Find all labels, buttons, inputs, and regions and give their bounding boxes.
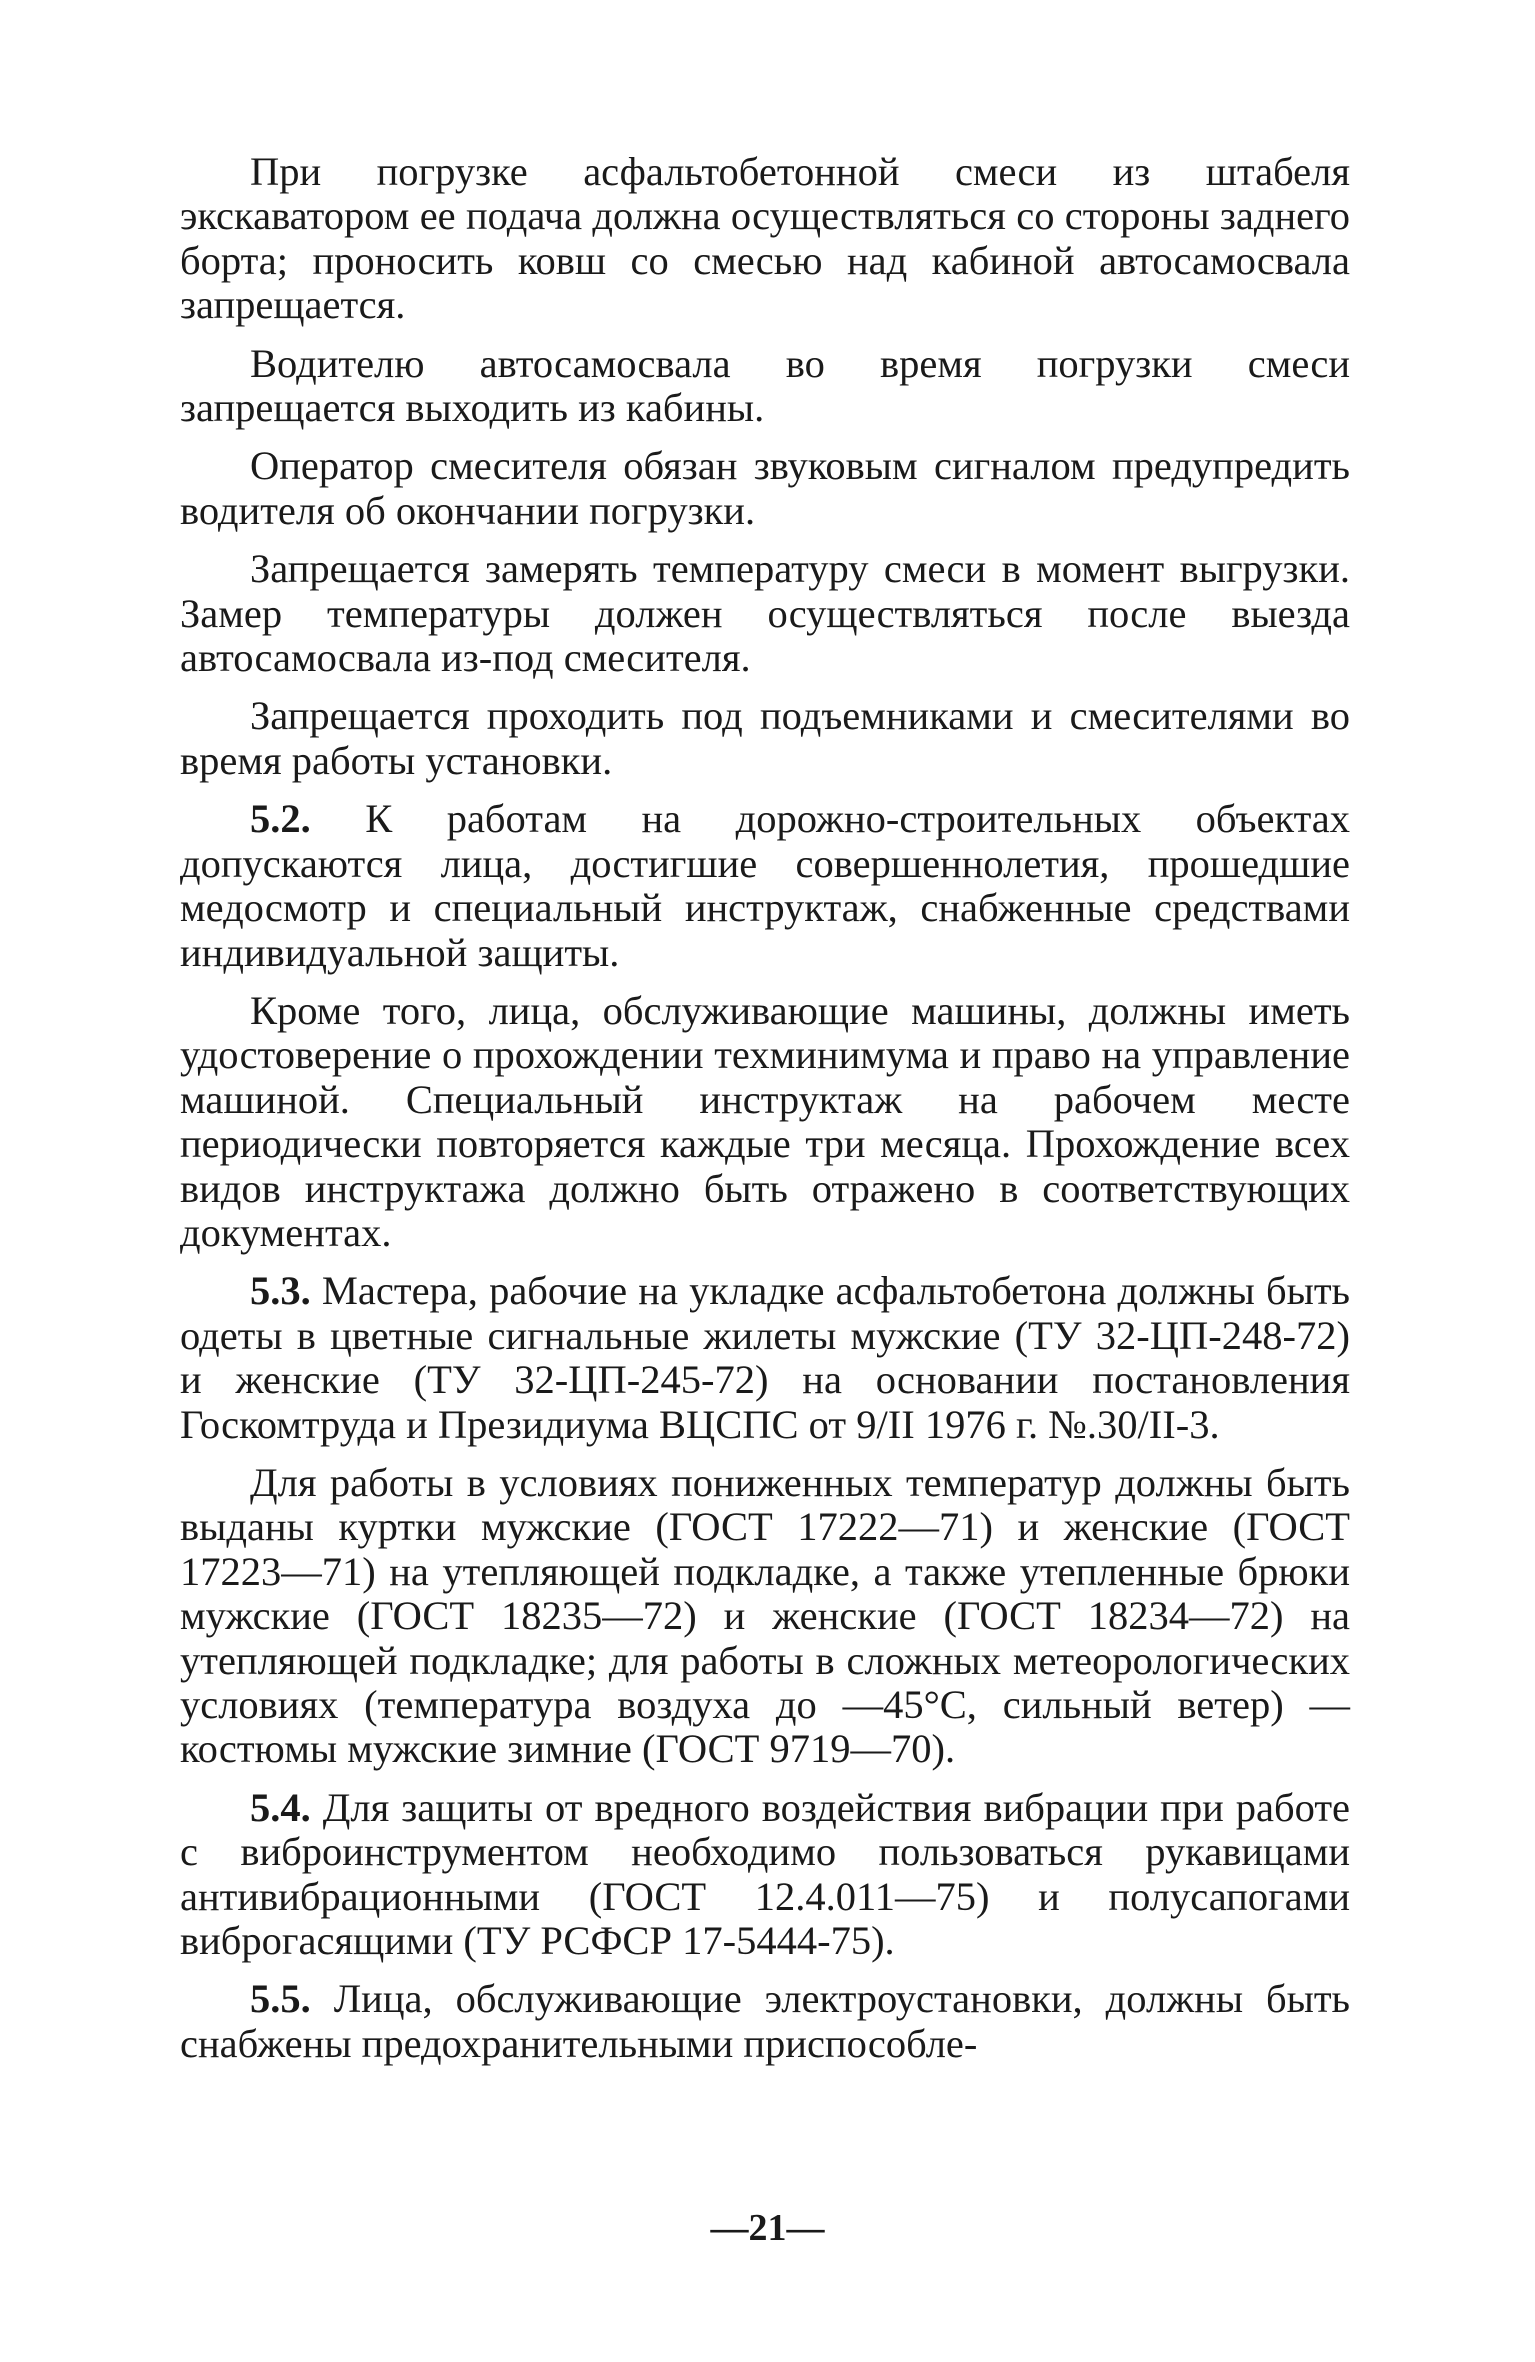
paragraph-mixer-operator bbox=[180, 444, 1350, 533]
paragraph-low-temperature bbox=[180, 1461, 1350, 1772]
section-5-5 bbox=[180, 1977, 1350, 2066]
section-number: 5.4. bbox=[250, 1784, 311, 1830]
page-number: —21— bbox=[710, 2207, 825, 2249]
paragraph-text: Запрещается проходить под подъемниками и смесителями во время работы установки. bbox=[180, 693, 1350, 783]
section-5-3 bbox=[180, 1269, 1350, 1447]
paragraph-text: Для защиты от вредного воздействия вибрации при работе с виброинструментом необходимо пользоваться рукавицами антивибрационными (ГОСТ 12.4.011—75) и полусапогами виброгасящими (ТУ РСФСР 17-5444-75). bbox=[180, 1784, 1350, 1964]
paragraph-machine-operators bbox=[180, 989, 1350, 1255]
paragraph-text: Водителю автосамосвала во время погрузки смеси запрещается выходить из кабины. bbox=[180, 340, 1350, 431]
paragraph-lifts bbox=[180, 694, 1350, 783]
paragraph-driver-cabin bbox=[180, 342, 1350, 431]
paragraph-text: Кроме того, лица, обслуживающие машины, должны иметь удостоверение о прохождении техминимума и право на управление машиной. Специальный инструктаж на рабочем месте периодически повторяется каждые три месяца. Прохождение всех видов инструктажа должно быть отражено в соответствующих документах. bbox=[180, 987, 1350, 1255]
section-5-4 bbox=[180, 1786, 1350, 1964]
section-5-2 bbox=[180, 797, 1350, 975]
paragraph-text: К работам на дорожно-строительных объектах допускаются лица, достигшие совершеннолетия, прошедшие медосмотр и специальный инструктаж, снабженные средствами индивидуальной защиты. bbox=[180, 796, 1350, 975]
paragraph-text: При погрузке асфальтобетонной смеси из штабеля экскаватором ее подача должна осуществляться со стороны заднего борта; проносить ковш со смесью над кабиной автосамосвала запрещается. bbox=[180, 149, 1350, 328]
section-number: 5.3. bbox=[250, 1268, 311, 1314]
paragraph-text: Лица, обслуживающие электроустановки, должны быть снабжены предохранительными приспособле- bbox=[180, 1976, 1351, 2066]
paragraph-text: Запрещается замерять температуру смеси в момент выгрузки. Замер температуры должен осуществляться после выезда автосамосвала из-под смесителя. bbox=[180, 546, 1350, 681]
paragraph-text: Мастера, рабочие на укладке асфальтобетона должны быть одеты в цветные сигнальные жилеты мужские (ТУ 32-ЦП-248-72) и женские (ТУ 32-ЦП-245-72) на основании постановления Госкомтруда и Президиума ВЦСПС от 9/II 1976 г. №.30/II-3. bbox=[180, 1268, 1351, 1447]
page-text bbox=[180, 150, 1350, 2210]
paragraph-loading-excavator bbox=[180, 150, 1350, 328]
paragraph-text: Для работы в условиях пониженных температур должны быть выданы куртки мужские (ГОСТ 17222—71) и женские (ГОСТ 17223—71) на утепляющей подкладке, а также утепленные брюки мужские (ГОСТ 18235—72) и женские (ГОСТ 18234—72) на утепляющей подкладке; для работы в сложных метеорологических условиях (температура воздуха до —45°C, сильный ветер) — костюмы мужские зимние (ГОСТ 9719—70). bbox=[180, 1459, 1350, 1772]
paragraph-temperature-measure bbox=[180, 547, 1350, 680]
section-number: 5.5. bbox=[250, 1976, 311, 2022]
paragraph-text: Оператор смесителя обязан звуковым сигналом предупредить водителя об окончании погрузки. bbox=[180, 443, 1350, 533]
section-number: 5.2. bbox=[250, 796, 311, 842]
